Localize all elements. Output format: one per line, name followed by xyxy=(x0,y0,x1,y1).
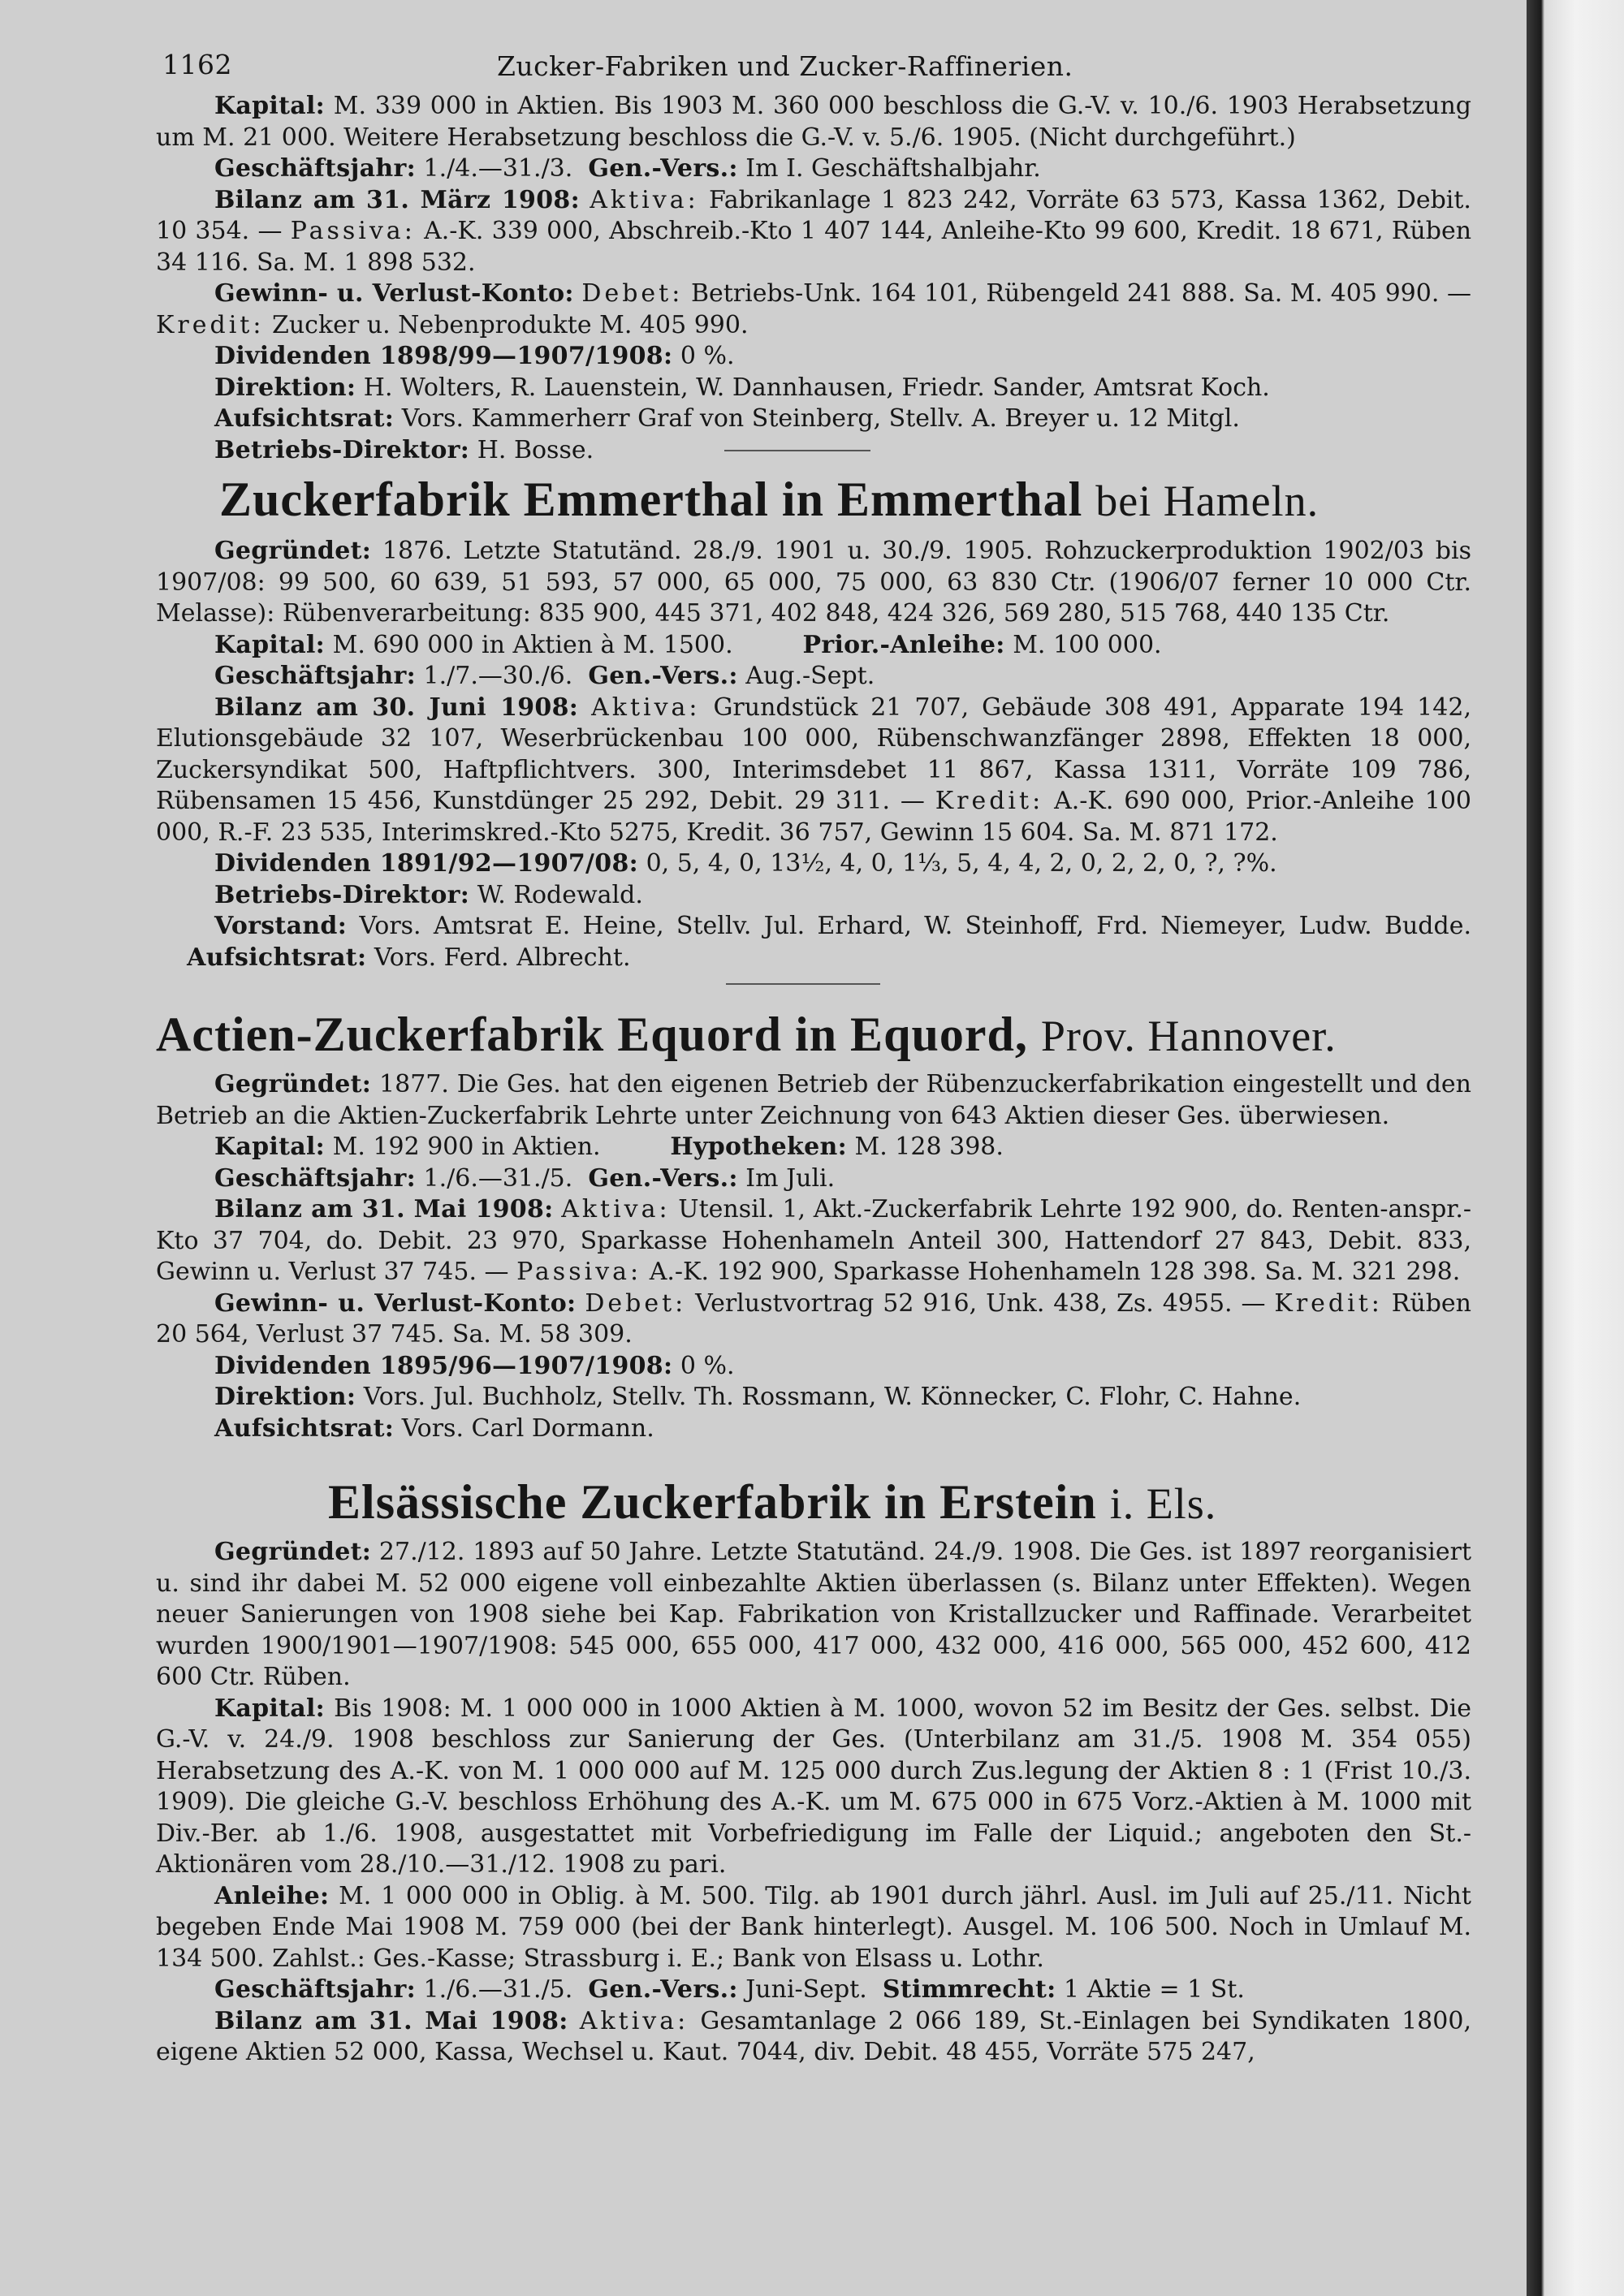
page-number: 1162 xyxy=(162,49,232,80)
bilanz-paragraph: Bilanz am 30. Juni 1908: Aktiva: Grundstück 21 707, Gebäude 308 491, Apparate 194 142, Elutionsgebäude 32 107, Weserbrückenbau 100 000, Rübenschwanzfänger 2898, Effekten 18 000, Zuckersyndikat 500, Haftpflichtvers. 300, Interimsdebet 11 867, Kassa 1311, Vorräte 109 786, Rübensamen 15 456, Kunstdünger 25 292, Debit. 29 311. — Kredit: A.-K. 690 000, Prior.-Anleihe 100 000, R.-F. 23 535, Interimskred.-Kto 5275, Kredit. 36 757, Gewinn 15 604. Sa. M. 871 172. xyxy=(156,693,1472,847)
bilanz-paragraph: Bilanz am 31. Mai 1908: Aktiva: Utensil. 1, Akt.-Zuckerfabrik Lehrte 192 900, do. Renten-anspr.-Kto 37 704, do. Debit. 23 970, Sparkasse Hohenhameln Anteil 300, Hattendorf 27 843, Debit. 833, Gewinn u. Verlust 37 745. — Passiva: A.-K. 192 900, Sparkasse Hohenhameln 128 398. Sa. M. 321 298. xyxy=(156,1195,1471,1286)
kapital-line: Kapital: M. 690 000 in Aktien à M. 1500. Prior.-Anleihe: M. 100 000. xyxy=(214,630,1162,659)
section-divider xyxy=(724,450,870,451)
dividenden-line: Dividenden 1898/99—1907/1908: 0 %. xyxy=(214,342,735,370)
entry-title: Actien-Zuckerfabrik Equord in Equord, Prov. Hannover. xyxy=(156,1008,1337,1061)
bilanz-paragraph: Bilanz am 31. März 1908: Aktiva: Fabrikanlage 1 823 242, Vorräte 63 573, Kassa 1362, Debit. 10 354. — Passiva: A.-K. 339 000, Abschreib.-Kto 1 407 144, Anleihe-Kto 99 600, Kredit. 18 671, Rüben 34 116. Sa. M. 1 898 532. xyxy=(156,185,1472,277)
aufsichtsrat-line: Aufsichtsrat: Vors. Kammerherr Graf von Steinberg, Stellv. A. Breyer u. 12 Mitgl. xyxy=(214,404,1240,433)
page-edge-shadow xyxy=(1527,0,1624,2296)
section-divider xyxy=(726,983,880,985)
guv-paragraph: Gewinn- u. Verlust-Konto: Debet: Betriebs-Unk. 164 101, Rübengeld 241 888. Sa. M. 405 990. — Kredit: Zucker u. Nebenprodukte M. 405 990. xyxy=(156,279,1471,339)
bilanz-paragraph: Bilanz am 31. Mai 1908: Aktiva: Gesamtanlage 2 066 189, St.-Einlagen bei Syndikaten 1800, eigene Aktien 52 000, Kassa, Wechsel u. Kaut. 7044, div. Debit. 48 455, Vorräte 575 247, xyxy=(156,2006,1471,2066)
page-header xyxy=(156,42,1471,91)
running-title: Zucker-Fabriken und Zucker-Raffinerien. xyxy=(497,50,1073,82)
geschaeftsjahr-line: Geschäftsjahr: 1./7.—30./6. Gen.-Vers.: Aug.-Sept. xyxy=(214,662,875,690)
entry-title: Elsässische Zuckerfabrik in Erstein i. Els. xyxy=(328,1475,1217,1529)
entry-continued xyxy=(156,91,1472,464)
page-content xyxy=(156,42,1471,2069)
geschaeftsjahr-line: Geschäftsjahr: 1./6.—31./5. Gen.-Vers.: Im Juli. xyxy=(214,1163,836,1193)
kapital-paragraph: Kapital: M. 339 000 in Aktien. Bis 1903 M. 360 000 beschloss die G.-V. v. 10./6. 1903 Herabsetzung um M. 21 000. Weitere Herabsetzung beschloss die G.-V. v. 5./6. 1905. (Nicht durchgeführt.) xyxy=(156,92,1471,152)
kapital-line: Kapital: M. 192 900 in Aktien. Hypotheken: M. 128 398. xyxy=(214,1133,1004,1161)
direktion-line: Direktion: H. Wolters, R. Lauenstein, W. Dannhausen, Friedr. Sander, Amtsrat Koch. xyxy=(214,373,1270,402)
geschaeftsjahr-line: Geschäftsjahr: 1./4.—31./3. Gen.-Vers.: Im I. Geschäftshalbjahr. xyxy=(214,154,1041,183)
betriebsdirektor-line: Betriebs-Direktor: W. Rodewald. xyxy=(214,880,643,909)
betriebsdirektor-line: Betriebs-Direktor: H. Bosse. xyxy=(214,435,594,464)
entry-equord xyxy=(156,1006,1471,1444)
gegruendet-paragraph: Gegründet: 1876. Letzte Statutänd. 28./9. 1901 u. 30./9. 1905. Rohzuckerproduktion 1902/03 bis 1907/08: 99 500, 60 639, 51 593, 57 000, 65 000, 75 000, 63 830 Ctr. (1906/07 ferner 10 000 Ctr. Melasse): Rübenverarbeitung: 835 900, 445 371, 402 848, 424 326, 569 280, 515 768, 440 135 Ctr. xyxy=(156,537,1471,628)
dividenden-line: Dividenden 1891/92—1907/08: 0, 5, 4, 0, 13½, 4, 0, 1⅓, 5, 4, 4, 2, 0, 2, 2, 0, ?, ?%. xyxy=(214,849,1277,878)
geschaeftsjahr-line: Geschäftsjahr: 1./6.—31./5. Gen.-Vers.: Juni-Sept. Stimmrecht: 1 Aktie = 1 St. xyxy=(214,1975,1245,2004)
entry-title: Zuckerfabrik Emmerthal in Emmerthal bei Hameln. xyxy=(219,473,1320,526)
gegruendet-paragraph: Gegründet: 1877. Die Ges. hat den eigenen Betrieb der Rübenzuckerfabrikation eingestellt und den Betrieb an die Aktien-Zuckerfabrik Lehrte unter Zeichnung von 643 Aktien dieser Ges. überwiesen. xyxy=(156,1070,1471,1130)
entry-emmerthal xyxy=(156,471,1471,985)
guv-paragraph: Gewinn- u. Verlust-Konto: Debet: Verlustvortrag 52 916, Unk. 438, Zs. 4955. — Kredit: Rüben 20 564, Verlust 37 745. Sa. M. 58 309. xyxy=(156,1288,1471,1349)
kapital-paragraph: Kapital: Bis 1908: M. 1 000 000 in 1000 Aktien à M. 1000, wovon 52 im Besitz der Ges. selbst. Die G.-V. v. 24./9. 1908 beschloss zur Sanierung der Ges. (Unterbilanz am 31./5. 1908 M. 354 055) Herabsetzung des A.-K. von M. 1 000 000 auf M. 125 000 durch Zus.legung der Aktien 8 : 1 (Frist 10./3. 1909). Die gleiche G.-V. beschloss Erhöhung des A.-K. um M. 675 000 in 675 Vorz.-Aktien à M. 1000 mit Div.-Ber. ab 1./6. 1908, ausgestattet mit Vorbefriedigung im Falle der Liquid.; angeboten den St.-Aktionären vom 28./10.—31./12. 1908 zu pari. xyxy=(156,1694,1471,1879)
vorstand-paragraph: Vorstand: Vors. Amtsrat E. Heine, Stellv. Jul. Erhard, W. Steinhoff, Frd. Niemeyer, Ludw. Budde. Aufsichtsrat: Vors. Ferd. Albrecht. xyxy=(187,912,1472,972)
direktion-line: Direktion: Vors. Jul. Buchholz, Stellv. Th. Rossmann, W. Könnecker, C. Flohr, C. Hahne. xyxy=(214,1383,1302,1411)
anleihe-paragraph: Anleihe: M. 1 000 000 in Oblig. à M. 500. Tilg. ab 1901 durch jährl. Ausl. im Juli auf 25./11. Nicht begeben Ende Mai 1908 M. 759 000 (bei der Bank hinterlegt). Ausgel. M. 106 500. Noch in Umlauf M. 134 500. Zahlst.: Ges.-Kasse; Strassburg i. E.; Bank von Elsass u. Lothr. xyxy=(156,1881,1471,1973)
entry-erstein xyxy=(156,1474,1471,2069)
aufsichtsrat-line: Aufsichtsrat: Vors. Carl Dormann. xyxy=(214,1413,654,1443)
gegruendet-paragraph: Gegründet: 27./12. 1893 auf 50 Jahre. Letzte Statutänd. 24./9. 1908. Die Ges. ist 1897 reorganisiert u. sind ihr dabei M. 52 000 eigene voll einbezahlte Aktien überlassen (s. Bilanz unter Effekten). Wegen neuer Sanierungen von 1908 siehe bei Kap. Fabrikation von Kristallzucker und Raffinade. Verarbeitet wurden 1900/1901—1907/1908: 545 000, 655 000, 417 000, 432 000, 416 000, 565 000, 452 600, 412 600 Ctr. Rüben. xyxy=(156,1538,1471,1691)
dividenden-line: Dividenden 1895/96—1907/1908: 0 %. xyxy=(214,1351,735,1380)
